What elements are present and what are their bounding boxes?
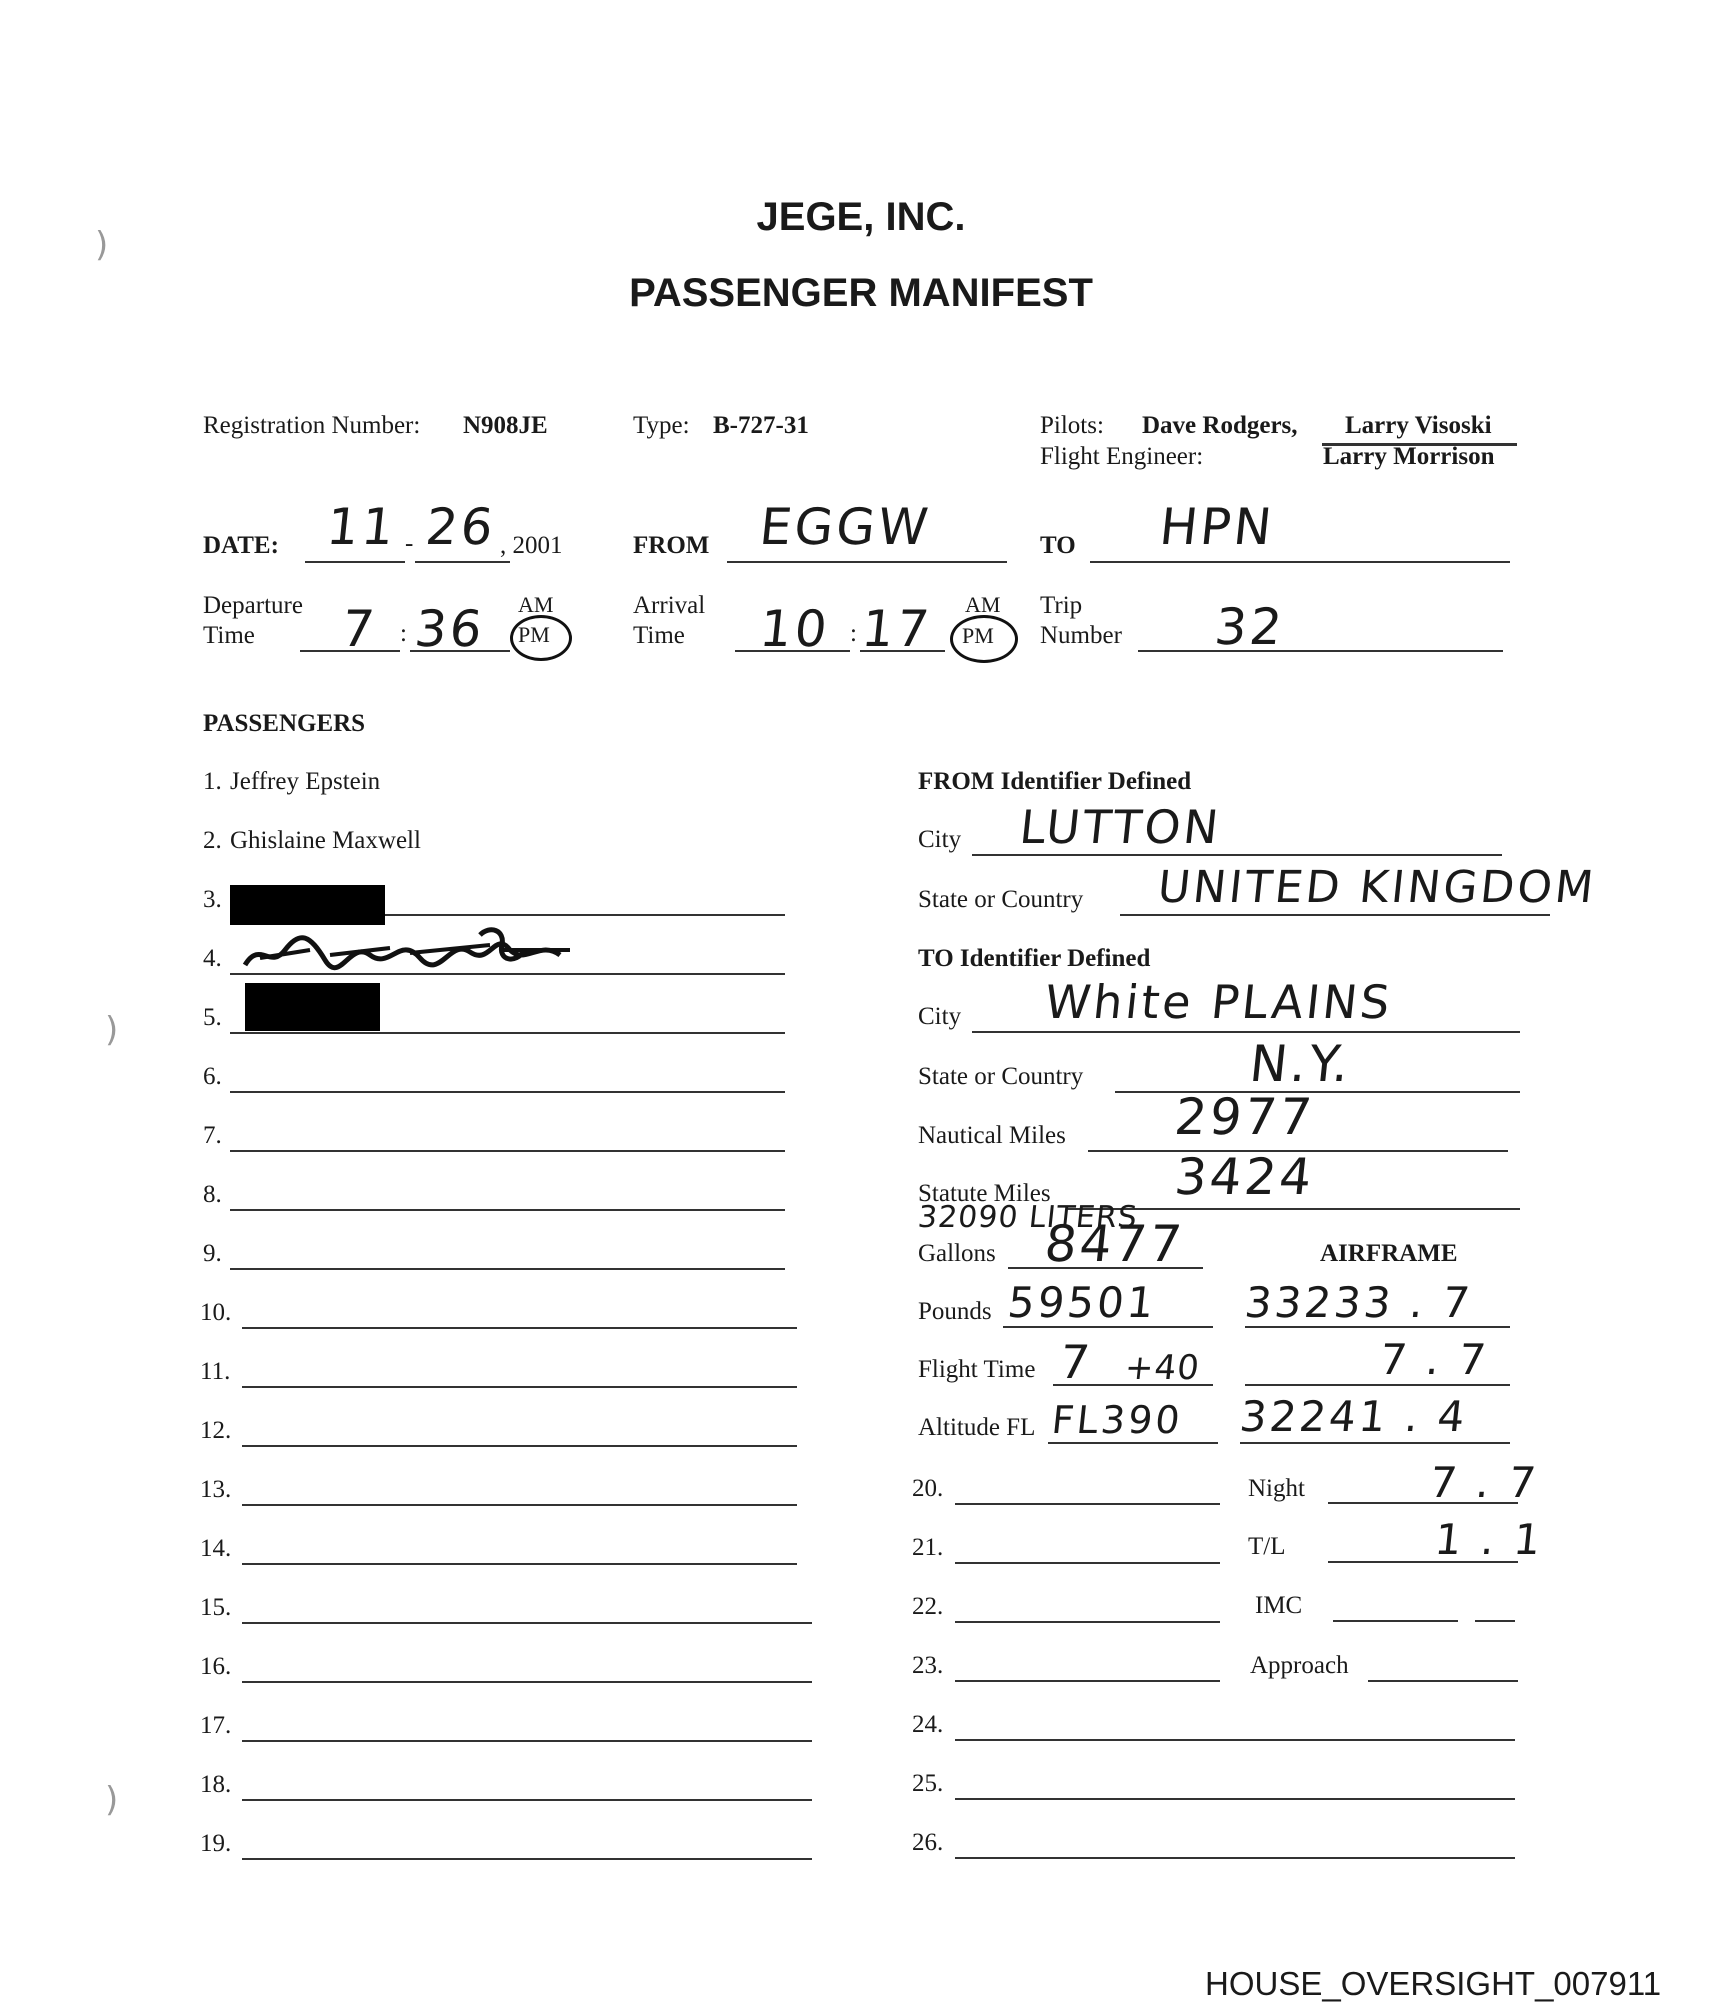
document-title: PASSENGER MANIFEST — [629, 271, 1093, 315]
passenger-row-number: 19. — [200, 1830, 232, 1857]
registration-number: N908JE — [463, 412, 548, 439]
imc-label: IMC — [1255, 1592, 1303, 1619]
to-city-line — [972, 1031, 1520, 1033]
passenger-row-number: 5. — [203, 1004, 222, 1031]
from-state: UNITED KINGDOM — [1155, 862, 1599, 913]
passenger-row-number: 8. — [203, 1181, 222, 1208]
passenger-row-number: 16. — [200, 1653, 232, 1680]
date-month: 11 — [323, 498, 400, 556]
right-row-line — [955, 1621, 1220, 1623]
statute-miles-label: Statute Miles — [918, 1180, 1051, 1207]
passenger-name: Jeffrey Epstein — [230, 768, 381, 795]
from-state-line — [1120, 914, 1550, 916]
departure-colon: : — [400, 620, 407, 647]
trip-line — [1138, 650, 1503, 652]
right-row-number: 21. — [912, 1534, 944, 1561]
date-year: , 2001 — [500, 532, 563, 559]
date-day-line — [415, 561, 510, 563]
passenger-row-number: 2. — [203, 827, 222, 854]
from-airport: EGGW — [756, 498, 934, 556]
passenger-row-number: 7. — [203, 1122, 222, 1149]
passenger-row-number: 9. — [203, 1240, 222, 1267]
passenger-row-line — [242, 1504, 797, 1506]
engineer-name: Larry Morrison — [1323, 443, 1495, 470]
departure-label: Departure — [203, 592, 303, 619]
passenger-row-line — [242, 1799, 812, 1801]
right-row-line — [955, 1680, 1220, 1682]
tl-value: 1 . 1 — [1432, 1515, 1547, 1564]
gallons-label: Gallons — [918, 1240, 996, 1267]
pounds-label: Pounds — [918, 1298, 992, 1325]
passenger-row-line — [242, 1622, 812, 1624]
trip-label: Trip — [1040, 592, 1083, 619]
pilot-2: Larry Visoski — [1345, 412, 1492, 439]
right-row-number: 20. — [912, 1475, 944, 1502]
imc-line-2 — [1475, 1620, 1515, 1622]
from-city-line — [972, 854, 1502, 856]
nautical-miles: 2977 — [1171, 1088, 1318, 1146]
passenger-row-line — [230, 1032, 785, 1034]
date-month-line — [305, 561, 405, 563]
passenger-row-number: 18. — [200, 1771, 232, 1798]
passenger-row-number: 14. — [200, 1535, 232, 1562]
flight-time-label: Flight Time — [918, 1356, 1036, 1383]
margin-mark: ) — [105, 1780, 119, 1820]
night-label: Night — [1248, 1475, 1305, 1502]
to-line — [1090, 561, 1510, 563]
from-state-label: State or Country — [918, 886, 1084, 913]
date-separator: - — [405, 530, 414, 557]
to-identifier-heading: TO Identifier Defined — [918, 945, 1151, 972]
to-city: White PLAINS — [1042, 975, 1396, 1029]
right-row-number: 26. — [912, 1829, 944, 1856]
tl-label: T/L — [1248, 1533, 1286, 1560]
to-state: N.Y. — [1246, 1035, 1355, 1093]
arrival-hour: 10 — [756, 600, 833, 658]
aircraft-type: B-727-31 — [713, 412, 809, 439]
date-day: 26 — [422, 498, 499, 556]
to-city-label: City — [918, 1003, 962, 1030]
trip-number: 32 — [1211, 598, 1288, 656]
departure-pm: PM — [518, 622, 550, 647]
from-city: LUTTON — [1017, 800, 1224, 854]
passenger-row-number: 6. — [203, 1063, 222, 1090]
approach-line — [1368, 1680, 1518, 1682]
altitude: FL390 — [1049, 1398, 1185, 1442]
company-name: JEGE, INC. — [756, 195, 966, 239]
airframe-altitude-line — [1240, 1442, 1510, 1444]
from-line — [727, 561, 1007, 563]
passenger-row-line — [230, 1268, 785, 1270]
altitude-line — [1048, 1442, 1218, 1444]
passenger-row-line — [230, 1150, 785, 1152]
flight-time-hours: 7 — [1057, 1335, 1096, 1389]
arrival-minutes: 17 — [858, 600, 935, 658]
passenger-row-line — [230, 1209, 785, 1211]
right-row-line — [955, 1562, 1220, 1564]
passenger-row-line — [242, 1386, 797, 1388]
bates-number: HOUSE_OVERSIGHT_007911 — [1205, 1965, 1662, 2002]
altitude-label: Altitude FL — [918, 1414, 1036, 1441]
passenger-row-number: 4. — [203, 945, 222, 972]
nautical-miles-label: Nautical Miles — [918, 1122, 1066, 1149]
pilot-1: Dave Rodgers, — [1142, 412, 1298, 439]
passenger-row-line — [242, 1445, 797, 1447]
airframe-pounds-value: 33233 . 7 — [1242, 1278, 1475, 1327]
from-identifier-heading: FROM Identifier Defined — [918, 768, 1192, 795]
margin-mark: ) — [105, 1010, 119, 1050]
arrival-colon: : — [850, 620, 857, 647]
passengers-heading: PASSENGERS — [203, 710, 366, 737]
date-label: DATE: — [203, 532, 279, 559]
airframe-altitude: 32241 . 4 — [1237, 1392, 1470, 1441]
pounds: 59501 — [1005, 1278, 1160, 1327]
passenger-row-line — [242, 1681, 812, 1683]
from-label: FROM — [633, 532, 710, 559]
arrival-label-time: Time — [633, 622, 685, 649]
right-row-number: 24. — [912, 1711, 944, 1738]
right-row-line — [955, 1857, 1515, 1859]
passenger-row-number: 3. — [203, 886, 222, 913]
from-city-label: City — [918, 826, 962, 853]
passenger-row-number: 13. — [200, 1476, 232, 1503]
right-row-number: 25. — [912, 1770, 944, 1797]
airframe-heading: AIRFRAME — [1320, 1240, 1458, 1267]
to-state-label: State or Country — [918, 1063, 1084, 1090]
airframe-flight-time: 7 . 7 — [1377, 1335, 1492, 1384]
passenger-row-line — [242, 1858, 812, 1860]
right-row-number: 22. — [912, 1593, 944, 1620]
departure-hour: 7 — [338, 600, 380, 658]
registration-label: Registration Number: — [203, 412, 421, 439]
passenger-row-line — [230, 1091, 785, 1093]
right-row-line — [955, 1739, 1515, 1741]
night-value: 7 . 7 — [1427, 1458, 1542, 1507]
pilots-label: Pilots: — [1040, 412, 1104, 439]
approach-label: Approach — [1250, 1652, 1349, 1679]
engineer-label: Flight Engineer: — [1040, 443, 1204, 470]
airframe-time-line — [1245, 1384, 1510, 1386]
departure-label-time: Time — [203, 622, 255, 649]
departure-minutes: 36 — [411, 600, 488, 658]
departure-am: AM — [518, 592, 554, 617]
right-row-number: 23. — [912, 1652, 944, 1679]
margin-mark: ) — [95, 225, 109, 265]
gallons: 8477 — [1041, 1215, 1188, 1273]
to-airport: HPN — [1156, 498, 1278, 556]
liters-note: 32090 LITERS — [916, 1200, 1140, 1235]
right-row-line — [955, 1798, 1515, 1800]
passenger-row-number: 15. — [200, 1594, 232, 1621]
trip-label-number: Number — [1040, 622, 1122, 649]
arrival-pm: PM — [962, 623, 994, 648]
passenger-row-number: 10. — [200, 1299, 232, 1326]
type-label: Type: — [633, 412, 690, 439]
redaction-box — [245, 983, 380, 1031]
passenger-row-line — [242, 1740, 812, 1742]
scribbled-out-name — [240, 920, 580, 980]
arrival-label: Arrival — [633, 592, 706, 619]
statute-miles: 3424 — [1171, 1148, 1318, 1206]
imc-line-1 — [1333, 1620, 1458, 1622]
arrival-am: AM — [965, 592, 1001, 617]
passenger-row-number: 11. — [200, 1358, 231, 1385]
passenger-row-number: 17. — [200, 1712, 232, 1739]
passenger-row-line — [242, 1563, 797, 1565]
redaction-box — [230, 885, 385, 925]
right-row-line — [955, 1503, 1220, 1505]
passenger-name: Ghislaine Maxwell — [230, 827, 421, 854]
flight-time-minutes: +40 — [1122, 1348, 1202, 1388]
passenger-row-number: 1. — [203, 768, 222, 795]
to-label: TO — [1040, 532, 1076, 559]
passenger-row-line — [242, 1327, 797, 1329]
passenger-row-number: 12. — [200, 1417, 232, 1444]
